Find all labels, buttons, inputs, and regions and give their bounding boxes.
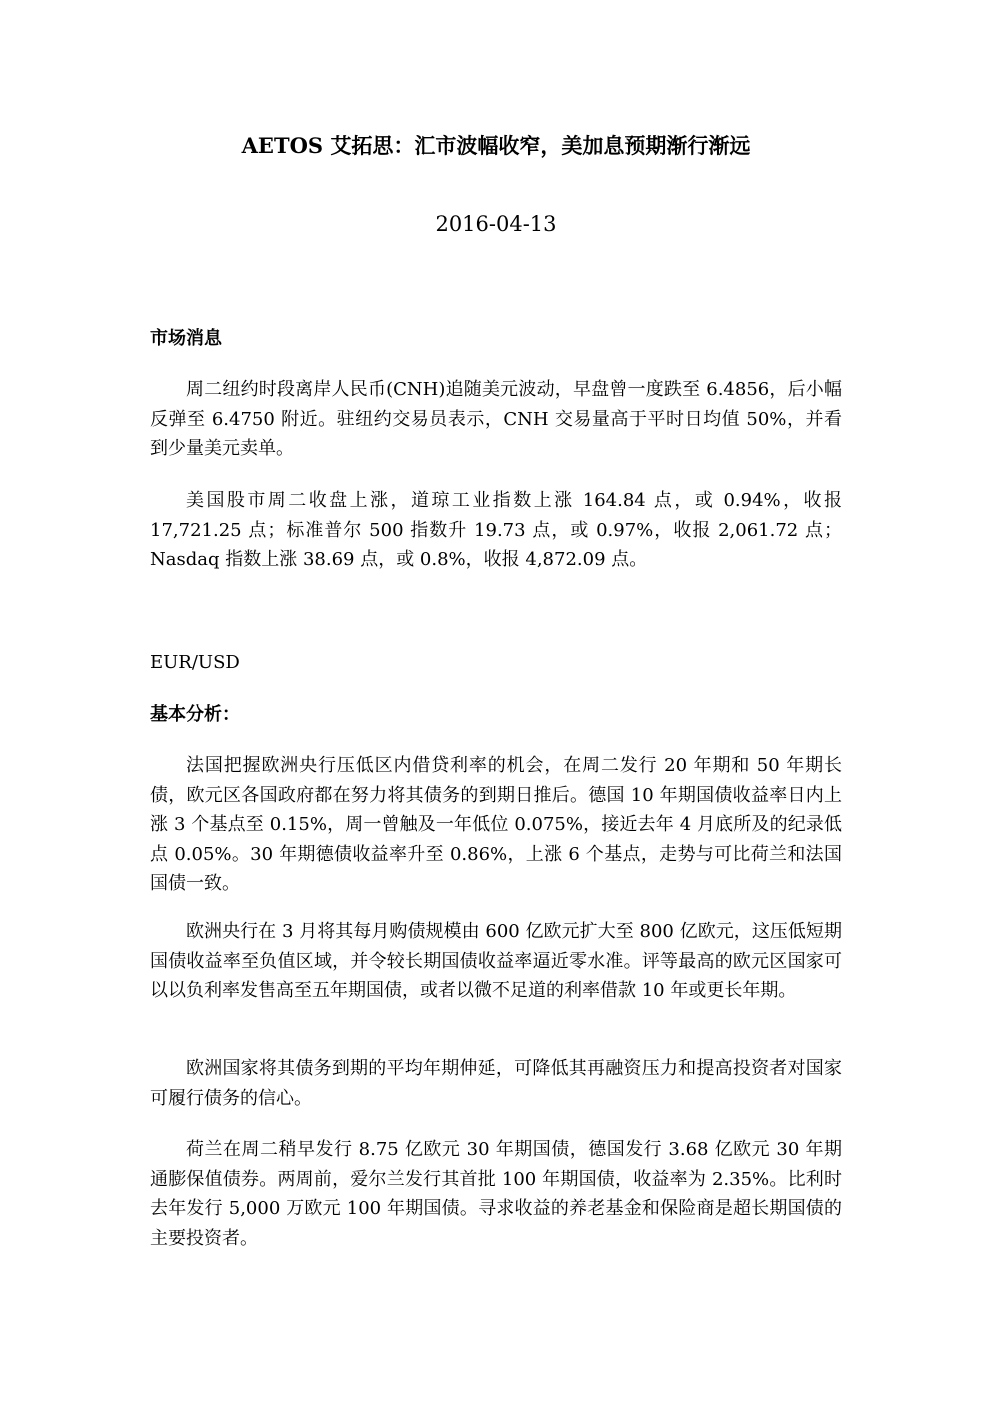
paragraph: 法国把握欧洲央行压低区内借贷利率的机会，在周二发行 20 年期和 50 年期长债，欧元区各国政府都在努力将其债务的到期日推后。德国 10 年期国债收益率日内上涨 3 个基点至 0.15%，周一曾触及一年低位 0.075%，接近去年 4 月底所及的纪录低点 0.05%。30 年期德债收益率升至 0.86%，上涨 6 个基点，走势与可比荷兰和法国国债一致。 — [150, 755, 842, 894]
paragraph: 荷兰在周二稍早发行 8.75 亿欧元 30 年期国债，德国发行 3.68 亿欧元 30 年期通膨保值债券。两周前，爱尔兰发行其首批 100 年期国债，收益率为 2.35%。比利时去年发行 5,000 万欧元 100 年期国债。寻求收益的养老基金和保险商是超长期国债的主要投资者。 — [150, 1139, 842, 1249]
document-date: 2016-04-13 — [435, 212, 557, 236]
paragraph: 欧洲央行在 3 月将其每月购债规模由 600 亿欧元扩大至 800 亿欧元，这压低短期国债收益率至负值区域，并令较长期国债收益率逼近零水准。评等最高的欧元区国家可以以负利率发售高至五年期国债，或者以微不足道的利率借款 10 年或更长年期。 — [150, 921, 842, 1001]
section-heading-fundamental-analysis: 基本分析： — [150, 704, 240, 725]
section-heading-market-news: 市场消息 — [150, 328, 222, 349]
currency-pair-label: EUR/USD — [150, 652, 240, 673]
document-title: AETOS 艾拓思：汇市波幅收窄，美加息预期渐行渐远 — [241, 133, 751, 158]
paragraph: 美国股市周二收盘上涨，道琼工业指数上涨 164.84 点，或 0.94%，收报 17,721.25 点；标准普尔 500 指数升 19.73 点，或 0.97%，收报 2,061.72 点；Nasdaq 指数上涨 38.69 点，或 0.8%，收报 4,872.09 点。 — [150, 490, 842, 570]
paragraph: 周二纽约时段离岸人民币(CNH)追随美元波动，早盘曾一度跌至 6.4856，后小幅反弹至 6.4750 附近。驻纽约交易员表示，CNH 交易量高于平时日均值 50%，并看到少量美元卖单。 — [150, 379, 842, 459]
paragraph: 欧洲国家将其债务到期的平均年期伸延，可降低其再融资压力和提高投资者对国家可履行债务的信心。 — [150, 1058, 842, 1109]
